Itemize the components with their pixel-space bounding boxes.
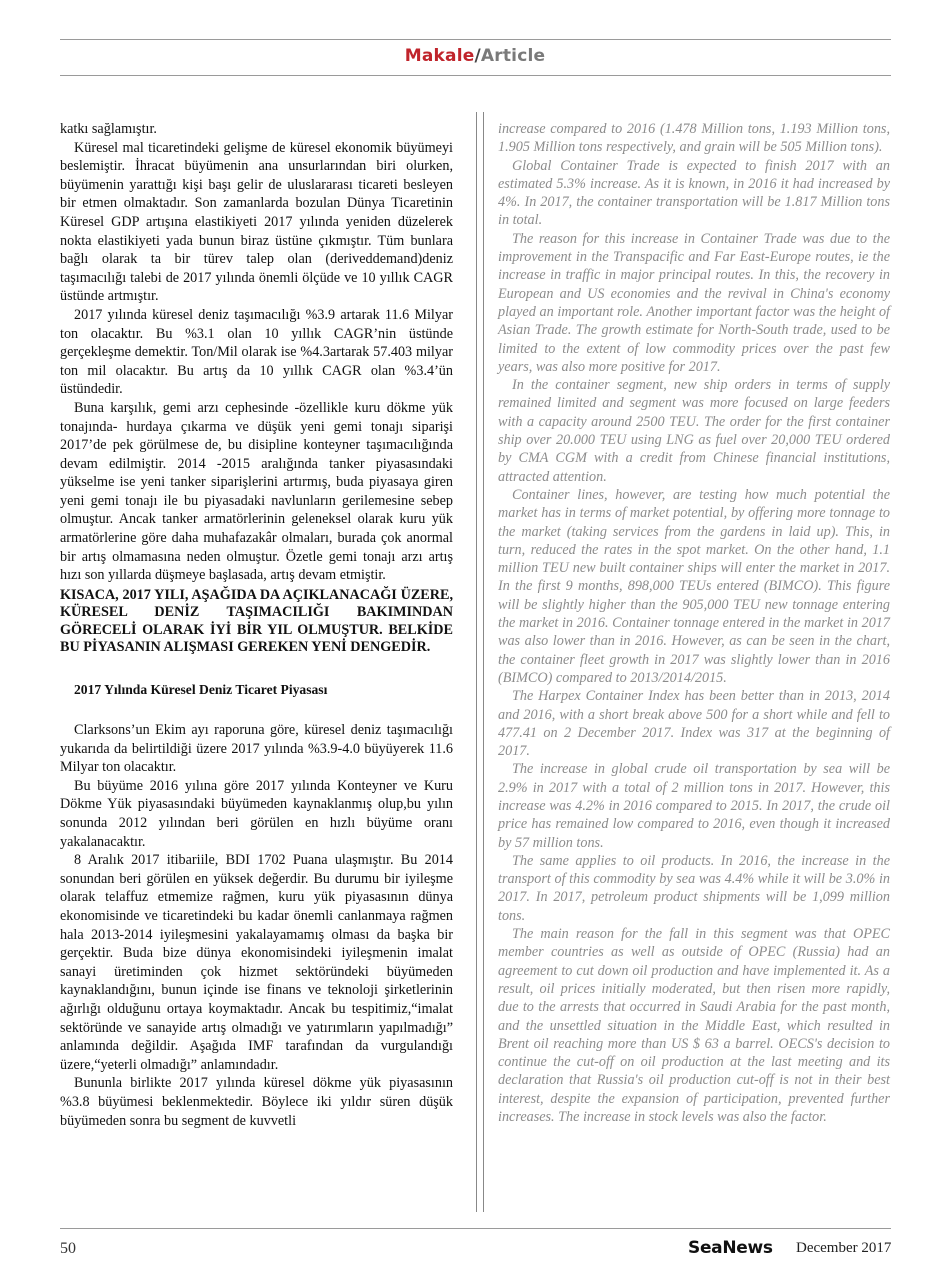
paragraph: increase compared to 2016 (1.478 Million tons, 1.193 Million tons, 1.905 Million tons respectively, and grain will be 505 Million tons). bbox=[498, 121, 890, 156]
paragraph: The increase in global crude oil transportation by sea will be 2.9% in 2017 with a total of 2 million tons in 2017. However, this increase was 4.2% in 2016 compared to 2015. In 2017, the crude oil price has remained low compared to 2016, even though it increased by 57 million tons. bbox=[498, 761, 890, 851]
page-number: 50 bbox=[60, 1240, 76, 1257]
right-column-english bbox=[498, 120, 890, 1126]
section-header bbox=[0, 46, 950, 66]
header-bottom-rule bbox=[60, 75, 891, 76]
issue-date: December 2017 bbox=[796, 1240, 892, 1256]
paragraph: Clarksons’un Ekim ayı raporuna göre, küresel deniz taşımacılığı yukarıda da belirtildiği üzere 2017 yılında %3.9-4.0 büyüyerek 11.6 Milyar ton olacaktır. bbox=[60, 722, 453, 776]
paragraph: Bununla birlikte 2017 yılında küresel dökme yük piyasasının %3.8 büyümesi beklenmektedir. Böylece iki yıldır süren düşük büyümeden sonra bu segment de kuvvetli bbox=[60, 1075, 453, 1129]
header-top-rule bbox=[60, 39, 891, 40]
paragraph: In the container segment, new ship orders in terms of supply remained limited and segment was more focused on large feeders with a capacity around 2500 TEU. The order for the first container ship over 20.000 TEU using LNG as fuel over 20,000 TEU ordered by CMA CGM with a credit from Chinese financial institutions, attracted attention. bbox=[498, 377, 890, 485]
paragraph: 8 Aralık 2017 itibariile, BDI 1702 Puana ulaşmıştır. Bu 2014 sonundan beri görülen en yüksek değerdir. Bu durumu bir iyileşme olarak telaffuz etmemize rağmen, kuru yük piyasasının dünya ekonomisinde ve ticaretindeki bu kadar önemli canlanmaya rağmen hala 2013-2014 iyileşmesini yakalayamamış olması da başka bir gerçektir. Buda bize dünya ekonomisindeki iyileşmenin imalat sanayi üretiminden çok hizmet sektöründeki büyümeden kaynaklandığını, bunun içinde ise finans ve teknoloji şirketlerinin ağırlığı olduğunu ortaya koymaktadır. Ancak bu tespitimiz,“imalat sektöründe ve sanayide artış olmadığı ve yatırımların yapılmadığı” anlamında değildir. Aşağıda IMF tarafından da vurgulandığı üzere,“yeterli olmadığı” anlamındadır. bbox=[60, 852, 453, 1073]
paragraph: 2017 yılında küresel deniz taşımacılığı %3.9 artarak 11.6 Milyar ton olacaktır. Bu %3.1 olan 10 yıllık CAGR’nin üstünde gerçekleşme demektir. Ton/Mil olarak ise %4.3artarak 57.403 milyar ton mil olacaktır. Bu artış da 10 yıllık CAGR olan %3.4’ün üstündedir. bbox=[60, 306, 453, 398]
section-title-turkish: Makale bbox=[404, 46, 475, 66]
paragraph: Global Container Trade is expected to finish 2017 with an estimated 5.3% increase. As it is known, in 2016 it had increased by 4%. In 2017, the container transportation will be 1.817 Million tons in total. bbox=[498, 157, 890, 229]
paragraph: The reason for this increase in Container Trade was due to the improvement in the Transpacific and Far East-Europe routes, ie the increase in traffic in major principal routes. In this, the recovery in European and US economies and the revival in China's economy played an important role. Another important factor was the height of Asian Trade. The growth estimate for North-South trade, used to be limited to the extent of low commodity prices over the past few years, was also more positive for 2017. bbox=[498, 230, 890, 375]
paragraph: The main reason for the fall in this segment was that OPEC member countries as well as outside of OPEC (Russia) had an agreement to cut down oil production and have implemented it. As a result, oil prices initially moderated, but then risen more rapidly, due to the arrests that occurred in Saudi Arabia for the past month, and the unsettled situation in the Middle East, which resulted in Brent oil reaching more than US $ 63 a barrel. OECS's decision to continue the cut-off on oil production at the last meeting and its declaration that Russia's oil production cut-off is not in their best interest, despite the expansion of participation, prevented further increases. The increase in stock levels was also the factor. bbox=[498, 926, 890, 1126]
paragraph: The Harpex Container Index has been better than in 2013, 2014 and 2016, with a short break above 500 for a short while and fell to 477.41 on 2 December 2017. Index was 317 at the beginning of 2017. bbox=[498, 688, 890, 760]
paragraph: katkı sağlamıştır. bbox=[60, 121, 157, 137]
paragraph: The same applies to oil products. In 2016, the increase in the transport of this commodity by sea was 4.4% while it will be 3.0% in 2017. In 2017, petroleum product shipments will be 1,099 million tons. bbox=[498, 852, 890, 924]
section-title-separator: / bbox=[474, 46, 481, 66]
column-divider-left bbox=[476, 112, 477, 1212]
footer-rule bbox=[60, 1228, 891, 1229]
summary-caps-paragraph: KISACA, 2017 YILI, AŞAĞIDA DA AÇIKLANACAĞI ÜZERE, KÜRESEL DENİZ TAŞIMACILIĞI BAKIMINDAN GÖRECELİ OLARAK İYİ BİR YIL OLMUŞTUR. BELKİDE BU PİYASANIN ALIŞMASI GEREKEN YENİ DENGEDİR. bbox=[60, 586, 453, 656]
paragraph: Küresel mal ticaretindeki gelişme de küresel ekonomik büyümeyi beslemiştir. İhracat büyümenin ana unsurlarından biri olurken, büyümenin yarattığı kişi başı gelir de uluslararası ticareti besleyen bir etmen olmaktadır. Son zamanlarda bozulan Dünya Ticaretinin Küresel GDP artışına elastikiyeti 2017 yılında yeniden düzelerek nokta elastikiyeti yada bunun biraz üstüne çıkmıştır. Tüm bunlara bağlı olarak ta bir türev talep olan (deriveddemand)deniz taşımacılığı talebi de 2017 yılında önemli ölçüde ve 10 yıllık CAGR üstünde artmıştır. bbox=[60, 139, 453, 305]
paragraph: Buna karşılık, gemi arzı cephesinde -özellikle kuru dökme yük tonajında- hurdaya çıkarma ve düşük yeni gemi tonajı siparişi 2017’de pek görülmese de, bu disipline konteyner taşımacılığında devam edilmiştir. 2014 -2015 aralığında tanker piyasasındaki yükselme ise yeni tanker siparişlerini artırmış, buda piyasaya giren yeni gemi tonajı ile bu piyasadaki navlunların gerilemesine sebep olmuştur. Ancak tanker armatörlerinin geleneksel olarak kuru yük armatörlerine göre daha muhafazakâr olmaları, burada çok anormal bir artış olmamasına neden olmuştur. Özetle gemi tonajı arzı artış hızı son yıllarda düşmeye başlasada, artış devam etmiştir. bbox=[60, 399, 453, 584]
magazine-logo: SeaNews bbox=[688, 1238, 773, 1258]
left-column-turkish bbox=[60, 120, 453, 1130]
column-divider-right bbox=[483, 112, 484, 1212]
paragraph: Bu büyüme 2016 yılına göre 2017 yılında Konteyner ve Kuru Dökme Yük piyasasındaki büyümeden kaynaklanmış olup,bu yılın sonunda 2012 yılından beri görülen en hızlı büyüme oranı yakalanacaktır. bbox=[60, 777, 453, 850]
paragraph: Container lines, however, are testing how much potential the market has in terms of market potential, by offering more tonnage to the market (taking services from the gardens in laid up). This, in turn, reduced the rates in the spot market. On the other hand, 1.1 million TEU new built container ships will enter the market in 2017. In the first 9 months, 898,000 TEUs entered (BIMCO). This figure will be slightly higher than the 905,000 TEU new tonnage entering the market in 2016. Container tonnage entered in the market in 2017 was also lower than in 2016. However, as can be seen in the chart, the container fleet growth in 2017 was slightly lower than in 2016 (BIMCO) compared to 2013/2014/2015. bbox=[498, 486, 890, 686]
section-title-english: Article bbox=[480, 46, 546, 66]
subheading: 2017 Yılında Küresel Deniz Ticaret Piyasası bbox=[74, 682, 328, 698]
